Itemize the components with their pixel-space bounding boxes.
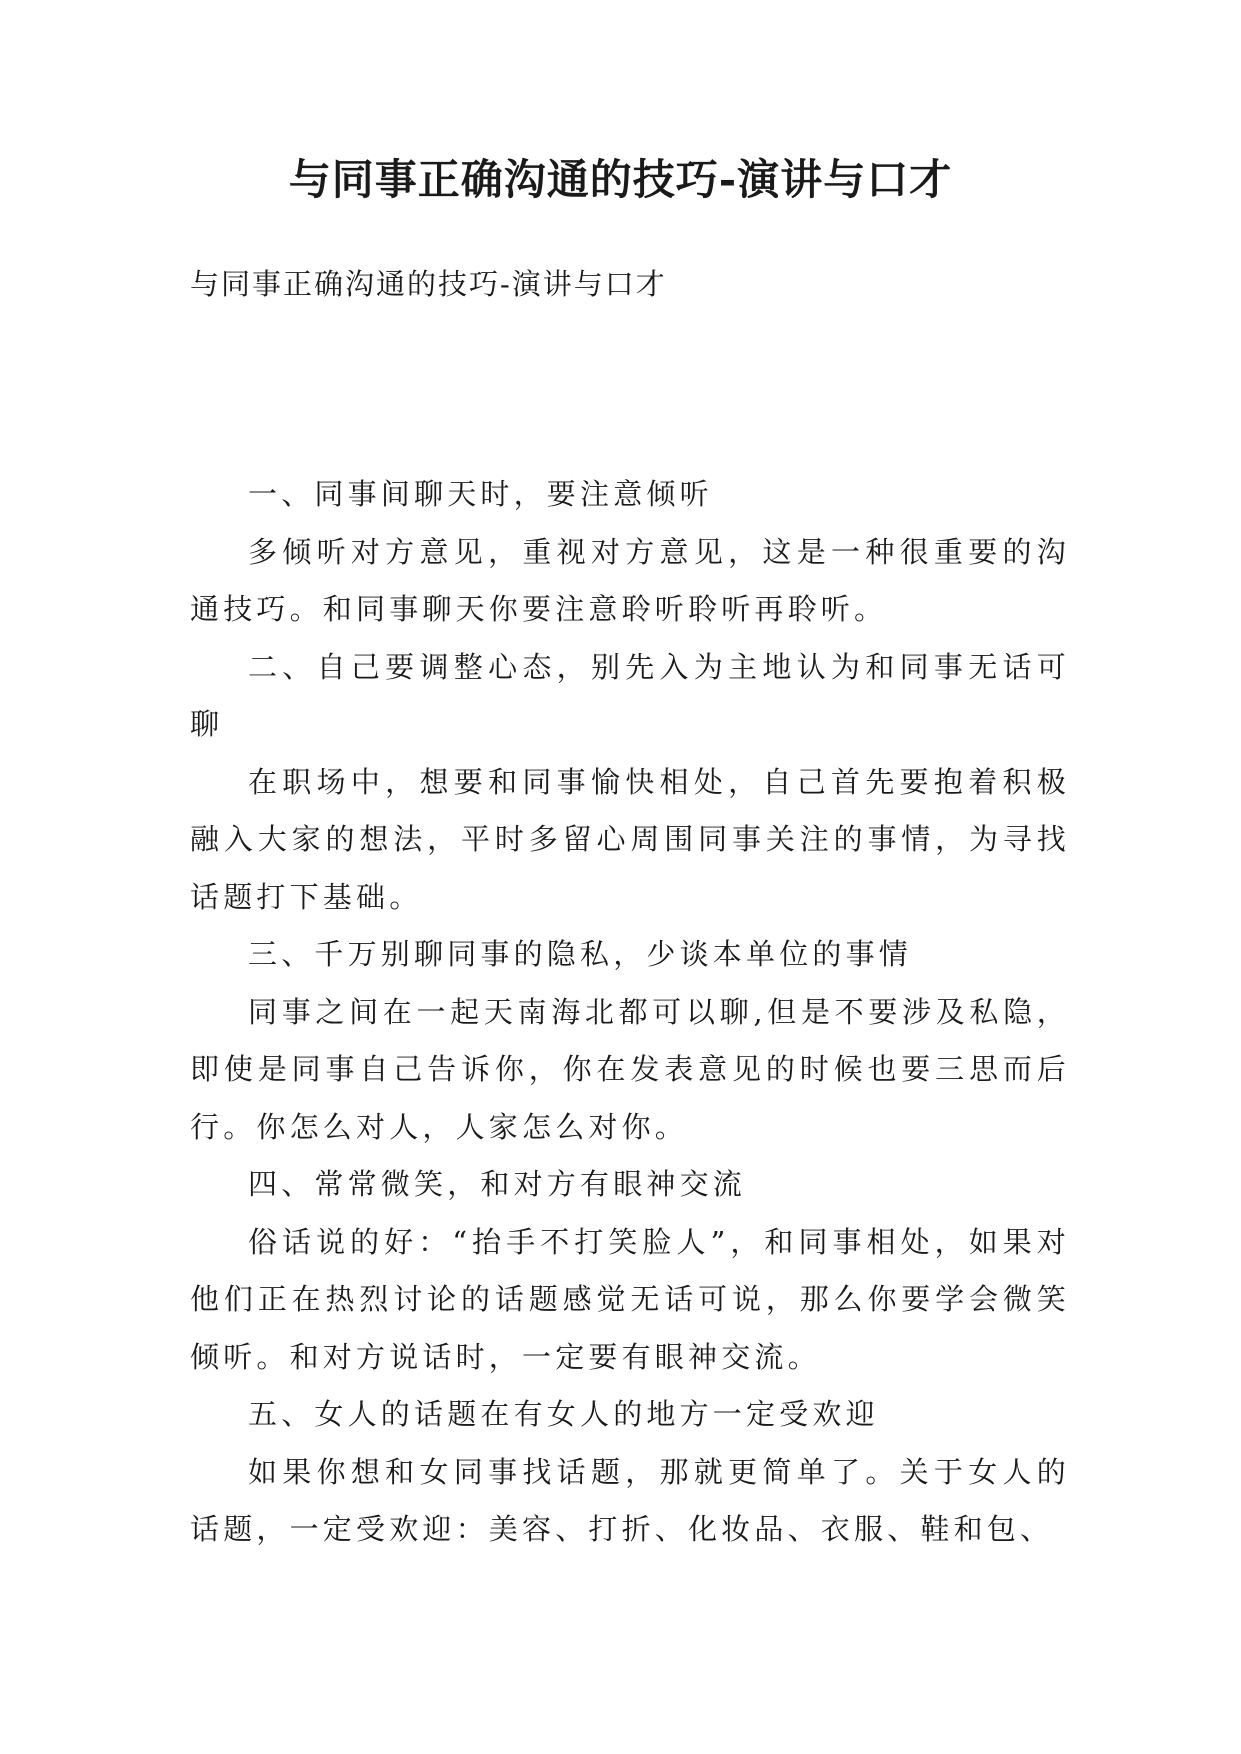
paragraph: 五、女人的话题在有女人的地方一定受欢迎 — [248, 1397, 879, 1431]
paragraph: 在职场中，想要和同事愉快相处，自己首先要抱着积极融入大家的想法，平时多留心周围同事关注的事情，为寻找话题打下基础。 — [190, 764, 1070, 914]
paragraph: 一、同事间聊天时，要注意倾听 — [248, 477, 713, 511]
document-subtitle: 与同事正确沟通的技巧-演讲与口才 — [190, 267, 667, 301]
document-title: 与同事正确沟通的技巧-演讲与口才 — [288, 155, 953, 204]
paragraph: 如果你想和女同事找话题，那就更简单了。关于女人的话题，一定受欢迎：美容、打折、化妆品、衣服、鞋和包、 — [190, 1454, 1070, 1546]
paragraph: 三、千万别聊同事的隐私，少谈本单位的事情 — [248, 937, 913, 971]
paragraph: 同事之间在一起天南海北都可以聊,但是不要涉及私隐，即使是同事自己告诉你，你在发表意见的时候也要三思而后行。你怎么对人，人家怎么对你。 — [190, 994, 1070, 1144]
paragraph: 俗话说的好：“抬手不打笑脸人”，和同事相处，如果对他们正在热烈讨论的话题感觉无话可说，那么你要学会微笑倾听。和对方说话时，一定要有眼神交流。 — [190, 1224, 1070, 1374]
paragraph: 二、自己要调整心态，别先入为主地认为和同事无话可聊 — [190, 649, 1070, 741]
document-body — [190, 466, 1070, 1559]
paragraph: 多倾听对方意见，重视对方意见，这是一种很重要的沟通技巧。和同事聊天你要注意聆听聆听再聆听。 — [190, 534, 1070, 626]
paragraph: 四、常常微笑，和对方有眼神交流 — [248, 1167, 747, 1201]
